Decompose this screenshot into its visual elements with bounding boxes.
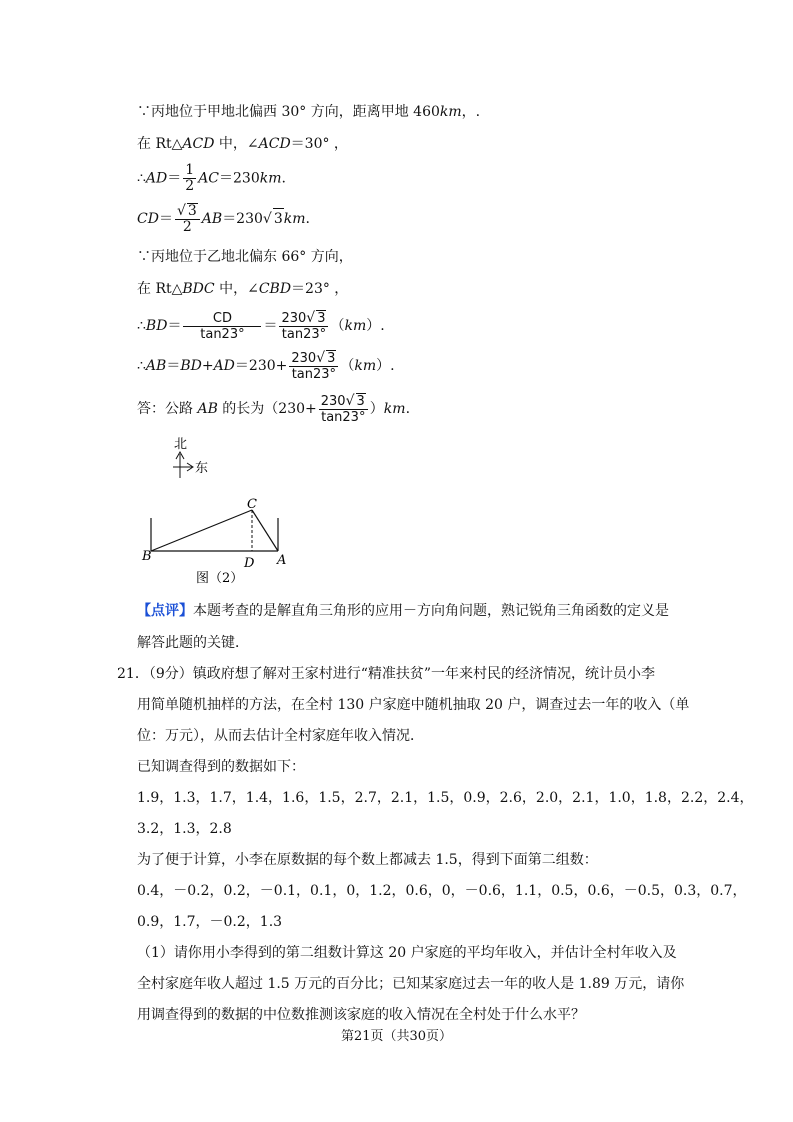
point-a-label: A <box>277 553 287 568</box>
expression: BD+AD <box>180 358 235 374</box>
denominator: 2 <box>182 219 192 235</box>
therefore-symbol: ∴ <box>137 170 146 187</box>
denominator: tan23° <box>281 327 327 342</box>
comment-line-1 <box>137 601 669 621</box>
variable: AB <box>145 358 167 374</box>
figure-caption: 图（2） <box>196 571 244 586</box>
variable: AD <box>145 170 168 187</box>
problem-21-line-4: 已知调查得到的数据如下： <box>137 759 305 775</box>
denominator: tan23° <box>321 410 366 425</box>
text: . <box>281 170 286 187</box>
variable: BD <box>145 318 168 334</box>
solution-line-9 <box>137 393 410 425</box>
data-line-1: 1.9，1.3，1.7，1.4，1.6，1.5，2.7，2.1，1.5，0.9，2.6，2.0，2.1，1.0，1.8，2.2，2.4， <box>137 790 754 806</box>
equals: ＝ <box>167 318 182 334</box>
solution-line-1 <box>137 102 480 122</box>
comment-text: 本题考查的是解直角三角形的应用－方向角问题，熟记锐角三角函数的定义是 <box>193 603 669 619</box>
text: 中，∠ <box>214 281 259 297</box>
text: 答：公路 <box>137 401 198 417</box>
denominator: 2 <box>185 178 195 194</box>
question-1-line-1: （1）请你用小李得到的第二组数计算这 20 户家庭的平均年收入，并估计全村年收入及 <box>137 945 677 961</box>
question-1-line-2: 全村家庭年收人超过 1.5 万元的百分比；已知某家庭过去一年的收人是 1.89 万元，请你 <box>137 976 685 992</box>
solution-line-7 <box>137 310 385 342</box>
direction-figure <box>130 430 300 590</box>
coefficient: 230 <box>320 394 346 409</box>
unit: km <box>439 104 462 120</box>
text: （ <box>330 318 345 334</box>
north-label: 北 <box>174 437 188 452</box>
equals: ＝ <box>166 358 181 374</box>
unit: km <box>383 401 406 417</box>
text: ） <box>369 401 384 417</box>
text: ）. <box>366 318 385 334</box>
text: ＝30° ， <box>290 136 348 152</box>
equals: ＝ <box>158 211 173 227</box>
therefore-symbol: ∴ <box>137 318 146 334</box>
fraction <box>175 203 200 235</box>
data-line-2: 3.2，1.3，2.8 <box>137 821 232 837</box>
point-c-label: C <box>247 497 257 512</box>
value: ＝230 <box>219 170 260 187</box>
sqrt-icon: √ <box>262 211 272 227</box>
numerator: 1 <box>185 162 195 178</box>
radicand: 3 <box>317 311 326 326</box>
variable: AB <box>197 401 218 417</box>
radicand: 3 <box>356 394 365 409</box>
solution-line-8 <box>137 350 395 382</box>
sqrt-icon: √ <box>316 350 326 366</box>
unit: km <box>259 170 282 187</box>
text: . <box>305 211 310 227</box>
problem-21-line-1: 21．（9分）镇政府想了解对王家村进行“精准扶贫”一年来村民的经济情况，统计员小李 <box>117 666 656 682</box>
fraction <box>289 350 338 382</box>
value: ＝230 <box>222 211 263 227</box>
fraction <box>183 311 261 342</box>
text: . <box>405 401 411 417</box>
unit: km <box>354 358 377 374</box>
value: ＝230+ <box>234 358 288 374</box>
solution-line-4 <box>137 203 310 235</box>
second-data-line-1: 0.4，－0.2，0.2，－0.1，0.1，0，1.2，0.6，0，－0.6，1.1，0.5，0.6，－0.5，0.3，0.7， <box>137 883 747 899</box>
segment-bc <box>151 510 252 551</box>
comment-tag: 【点评】 <box>137 603 193 619</box>
fraction <box>183 163 196 194</box>
therefore-symbol: ∴ <box>137 358 146 374</box>
problem-21-line-5: 为了便于计算，小李在原数据的每个数上都减去 1.5，得到下面第二组数： <box>137 852 598 868</box>
sqrt-icon: √ <box>345 393 355 409</box>
variable: CD <box>137 211 159 227</box>
numerator <box>175 203 200 220</box>
solution-line-5: ∵丙地位于乙地北偏东 66° 方向， <box>137 249 353 265</box>
numerator <box>319 393 368 410</box>
comment-line-2: 解答此题的关键． <box>137 635 249 651</box>
denominator: tan23° <box>291 367 337 382</box>
radicand: 3 <box>273 208 284 229</box>
solution-line-3 <box>137 163 286 194</box>
problem-21-line-3: 位：万元），从而去估计全村家庭年收入情况． <box>137 728 424 744</box>
denominator: tan23° <box>200 326 245 342</box>
angle-name: ACD <box>258 136 291 152</box>
unit: km <box>344 318 367 334</box>
text: ∵丙地位于甲地北偏西 30° 方向，距离甲地 460 <box>137 104 440 120</box>
text: （ <box>340 358 355 374</box>
solution-line-6 <box>137 279 348 299</box>
page-footer: 第21页（共30页） <box>340 1029 453 1044</box>
angle-name: CBD <box>258 281 292 297</box>
variable: AB <box>201 211 223 227</box>
triangle-name: ACD <box>182 136 215 152</box>
solution-line-2 <box>137 134 348 154</box>
point-b-label: B <box>142 549 152 564</box>
problem-21-line-2: 用简单随机抽样的方法，在全村 130 户家庭中随机抽取 20 户，调查过去一年的收入（单 <box>137 697 690 713</box>
east-label: 东 <box>195 461 209 476</box>
coefficient: 230 <box>291 351 317 366</box>
text: 在 Rt△ <box>137 136 183 152</box>
numerator <box>289 350 338 367</box>
radicand: 3 <box>327 351 336 366</box>
variable: AC <box>198 170 220 187</box>
point-d-label: D <box>244 556 255 571</box>
text: 中，∠ <box>214 136 259 152</box>
equals: ＝ <box>167 170 182 187</box>
equals: ＝ <box>263 318 278 334</box>
text: 在 Rt△ <box>137 281 183 297</box>
unit: km <box>283 211 306 227</box>
segment-ca <box>252 510 278 551</box>
numerator: CD <box>183 311 261 327</box>
second-data-line-2: 0.9，1.7，－0.2，1.3 <box>137 914 283 930</box>
sqrt-icon: √ <box>176 203 186 219</box>
coefficient: 230 <box>281 311 307 326</box>
text: 的长为（230+ <box>217 401 317 417</box>
text: ＝23° ， <box>291 281 349 297</box>
sqrt-icon: √ <box>306 310 316 326</box>
triangle-name: BDC <box>182 281 215 297</box>
fraction <box>279 310 328 342</box>
numerator <box>279 310 328 327</box>
question-1-line-3: 用调查得到的数据的中位数推测该家庭的收入情况在全村处于什么水平？ <box>137 1007 585 1023</box>
radicand: 3 <box>187 203 197 219</box>
text: ，. <box>461 104 481 120</box>
text: ）. <box>376 358 395 374</box>
fraction <box>319 393 368 425</box>
